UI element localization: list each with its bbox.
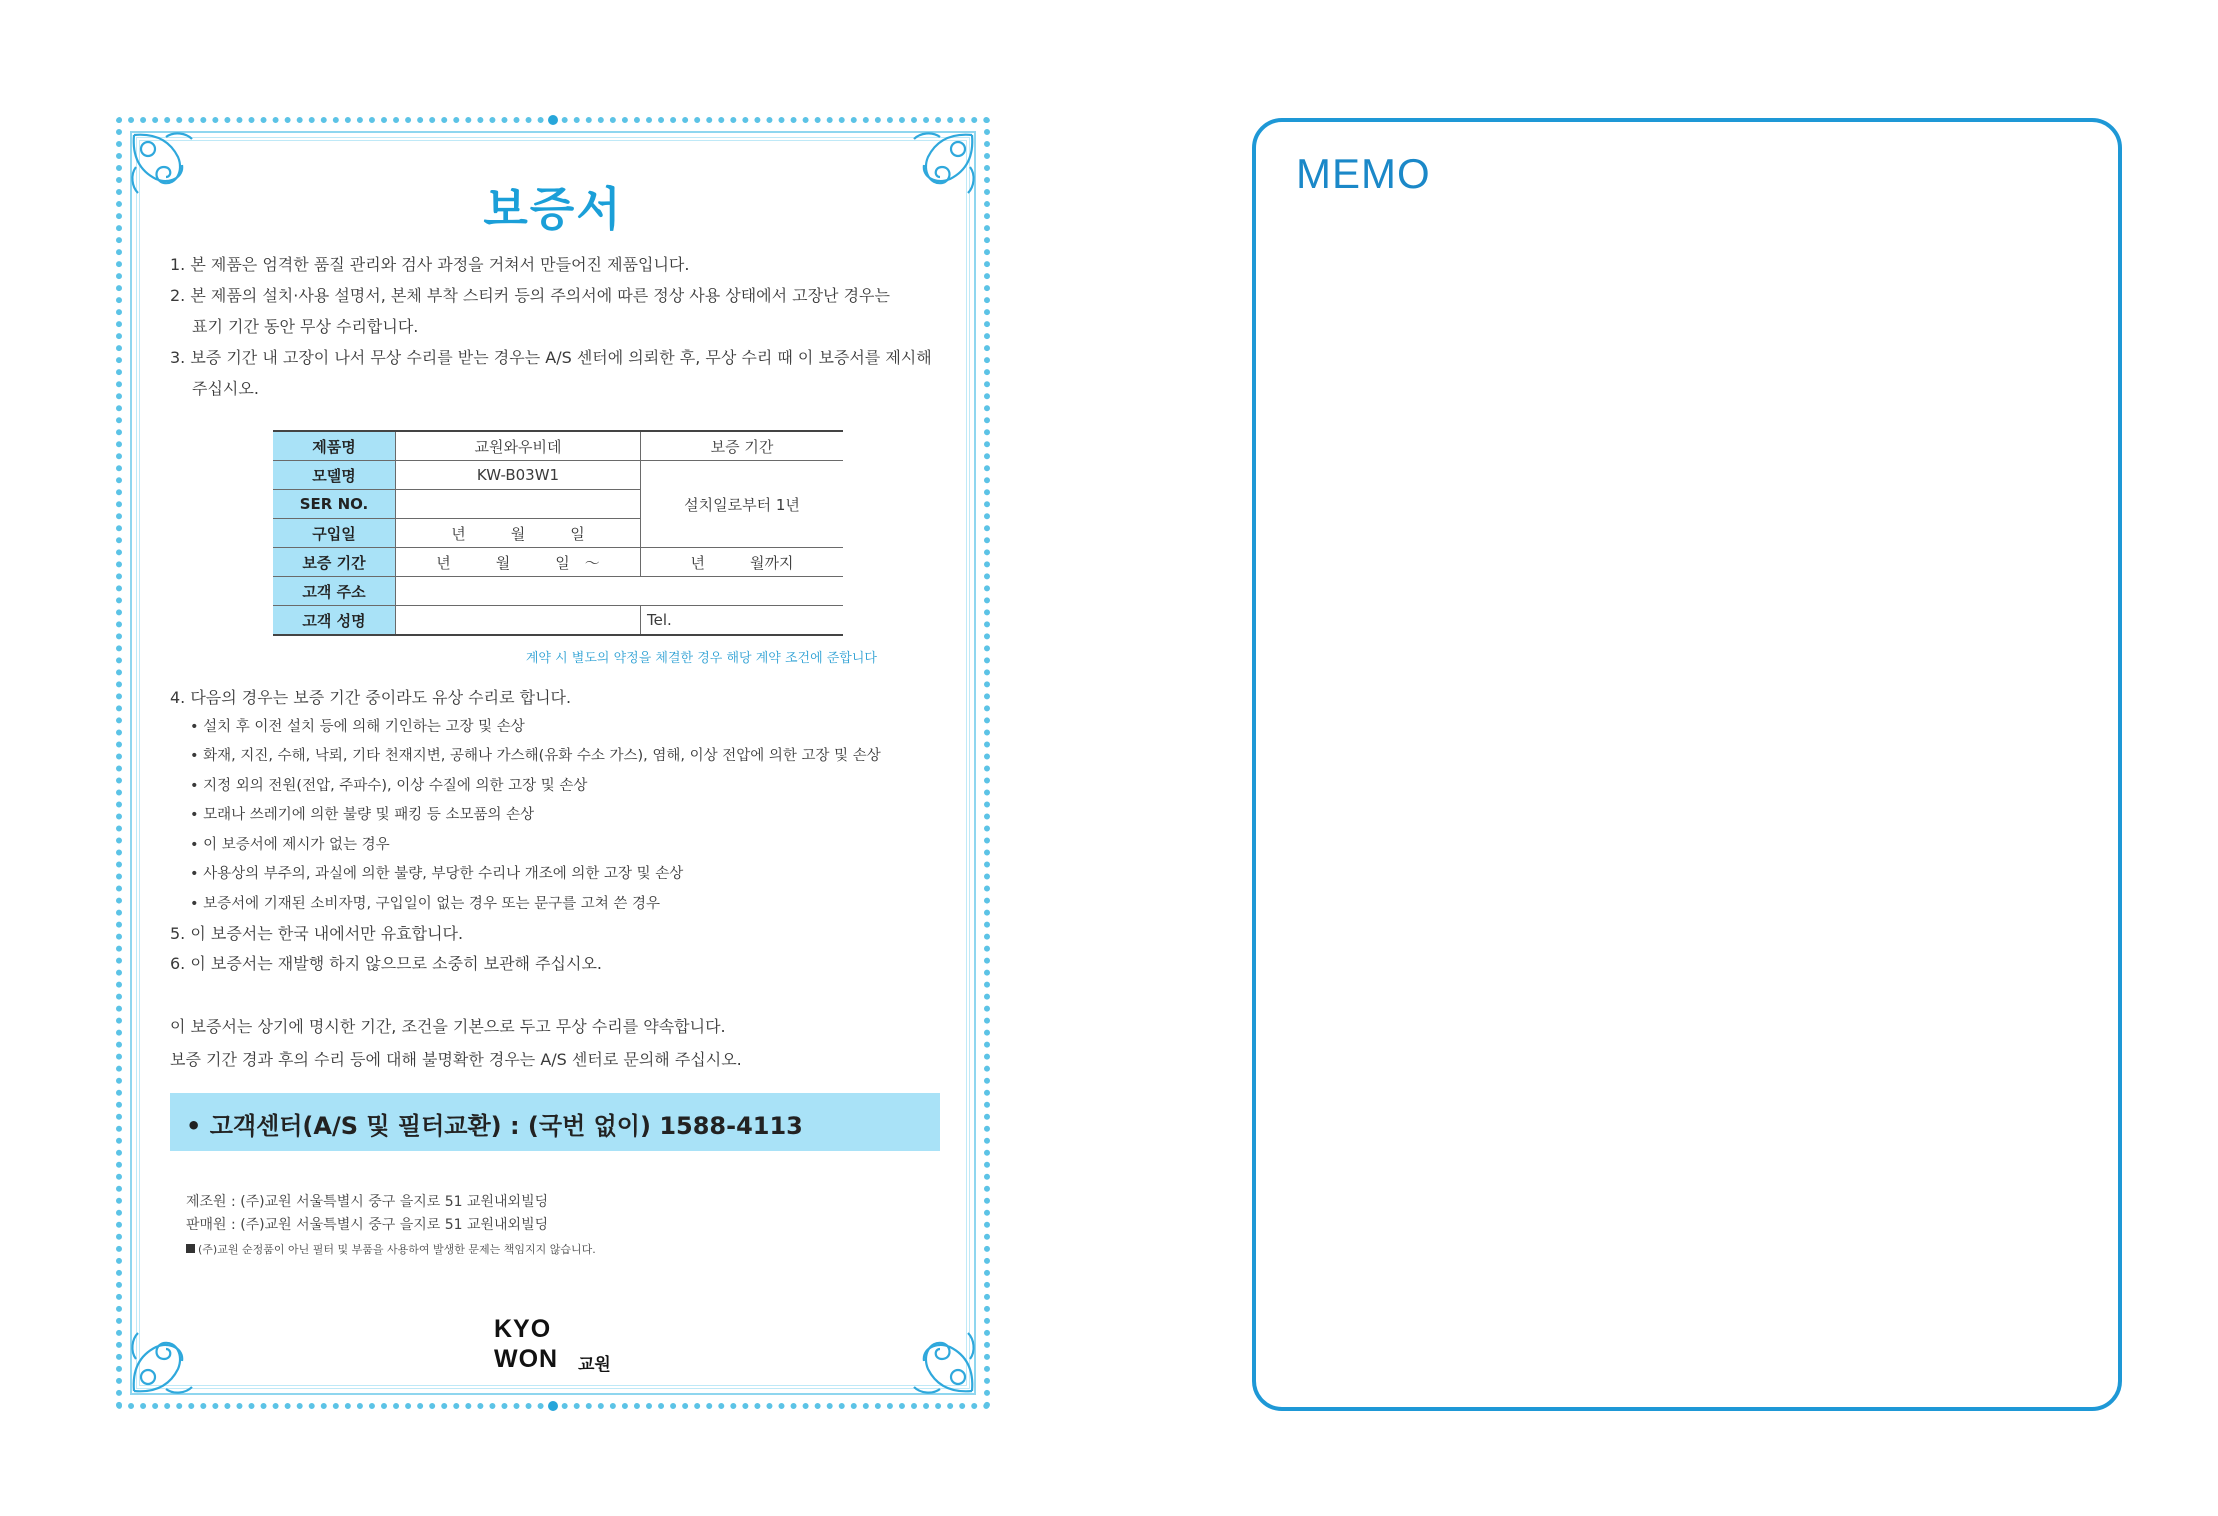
warranty-info-table — [273, 430, 843, 636]
term-line: 3. 보증 기간 내 고장이 나서 무상 수리를 받는 경우는 A/S 센터에 의뢰한 후, 무상 수리 때 이 보증서를 제시해 — [170, 348, 932, 367]
disclaimer-text: (주)교원 순정품이 아닌 필터 및 부품을 사용하여 발생한 문제는 책임지지 않습니다. — [198, 1243, 596, 1256]
table-label: 고객 성명 — [273, 606, 396, 636]
memo-panel[interactable] — [1252, 118, 2122, 1411]
term-line: 1. 본 제품은 엄격한 품질 관리와 검사 과정을 거쳐서 만들어진 제품입니다. — [170, 255, 690, 274]
table-label: SER NO. — [273, 490, 396, 519]
warranty-to-field[interactable]: 년 월까지 — [641, 548, 844, 577]
paid-repair-conditions — [170, 683, 970, 978]
term-line: 6. 이 보증서는 재발행 하지 않으므로 소중히 보관해 주십시오. — [170, 953, 602, 973]
kyowon-logo — [494, 1317, 634, 1373]
border-dot-top — [548, 115, 558, 125]
term-line: 5. 이 보증서는 한국 내에서만 유효합니다. — [170, 924, 464, 943]
term-line: 2. 본 제품의 설치·사용 설명서, 본체 부착 스티커 등의 주의서에 따른 정상 사용 상태에서 고장난 경우는 — [170, 286, 890, 305]
corner-ornament-icon — [902, 1321, 980, 1399]
closing-line: 보증 기간 경과 후의 수리 등에 대해 불명확한 경우는 A/S 센터로 문의해 주십시오. — [170, 1050, 742, 1069]
table-label: 모델명 — [273, 461, 396, 490]
company-info — [186, 1191, 548, 1237]
term-line: 표기 기간 동안 무상 수리합니다. — [192, 317, 419, 336]
corner-ornament-icon — [126, 1321, 204, 1399]
term-line: 주십시오. — [192, 379, 259, 398]
table-label: 고객 주소 — [273, 577, 396, 606]
list-item: • 모래나 쓰레기에 의한 불량 및 패킹 등 소모품의 손상 — [190, 807, 535, 823]
list-item: • 지정 외의 전원(전압, 주파수), 이상 수질에 의한 고장 및 손상 — [190, 777, 588, 794]
table-label: 제품명 — [273, 431, 396, 461]
logo-korean: 교원 — [578, 1355, 611, 1375]
warranty-card — [116, 117, 990, 1409]
customer-center-text: • 고객센터(A/S 및 필터교환) : (국번 없이) 1588-4113 — [186, 1112, 803, 1140]
name-field[interactable] — [396, 606, 641, 636]
list-item: • 사용상의 부주의, 과실에 의한 불량, 부당한 수리나 개조에 의한 고장 및 손상 — [190, 866, 684, 882]
term-line: 4. 다음의 경우는 보증 기간 중이라도 유상 수리로 합니다. — [170, 688, 572, 707]
table-label: 보증 기간 — [273, 548, 396, 577]
logo-text: KYO — [494, 1315, 552, 1343]
warranty-terms — [170, 249, 960, 404]
list-item: • 보증서에 기재된 소비자명, 구입일이 없는 경우 또는 문구를 고쳐 쓴 경우 — [190, 895, 661, 912]
table-cell: 교원와우비데 — [396, 431, 641, 461]
border-dot-bottom — [548, 1401, 558, 1411]
warranty-from-field[interactable]: 년 월 일 ～ — [396, 548, 641, 577]
list-item: • 이 보증서에 제시가 없는 경우 — [190, 836, 390, 853]
contract-note: 계약 시 별도의 약정을 체결한 경우 해당 계약 조건에 준합니다 — [525, 651, 877, 666]
logo-text: WON — [494, 1345, 559, 1373]
table-cell: 설치일로부터 1년 — [641, 461, 844, 548]
memo-title: MEMO — [1296, 150, 1431, 197]
address-field[interactable] — [396, 577, 844, 606]
tel-field[interactable]: Tel. — [641, 606, 844, 636]
table-header: 보증 기간 — [641, 431, 844, 461]
closing-statement — [170, 1010, 742, 1076]
disclaimer — [186, 1241, 596, 1257]
list-item: • 설치 후 이전 설치 등에 의해 기인하는 고장 및 손상 — [190, 718, 525, 735]
list-item: • 화재, 지진, 수해, 낙뢰, 기타 천재지변, 공해나 가스해(유화 수소 가스), 염해, 이상 전압에 의한 고장 및 손상 — [190, 748, 881, 764]
purchase-date-field[interactable]: 년 월 일 — [396, 519, 641, 548]
table-label: 구입일 — [273, 519, 396, 548]
page-title: 보증서 — [483, 182, 623, 236]
customer-center-banner — [170, 1093, 940, 1151]
table-cell: KW-B03W1 — [396, 461, 641, 490]
square-bullet-icon — [186, 1244, 195, 1253]
manufacturer-line: 제조원 : (주)교원 서울특별시 중구 을지로 51 교원내외빌딩 — [186, 1194, 549, 1210]
seller-line: 판매원 : (주)교원 서울특별시 중구 을지로 51 교원내외빌딩 — [186, 1217, 549, 1233]
serial-field[interactable] — [396, 490, 641, 519]
closing-line: 이 보증서는 상기에 명시한 기간, 조건을 기본으로 두고 무상 수리를 약속합니다. — [170, 1017, 726, 1036]
